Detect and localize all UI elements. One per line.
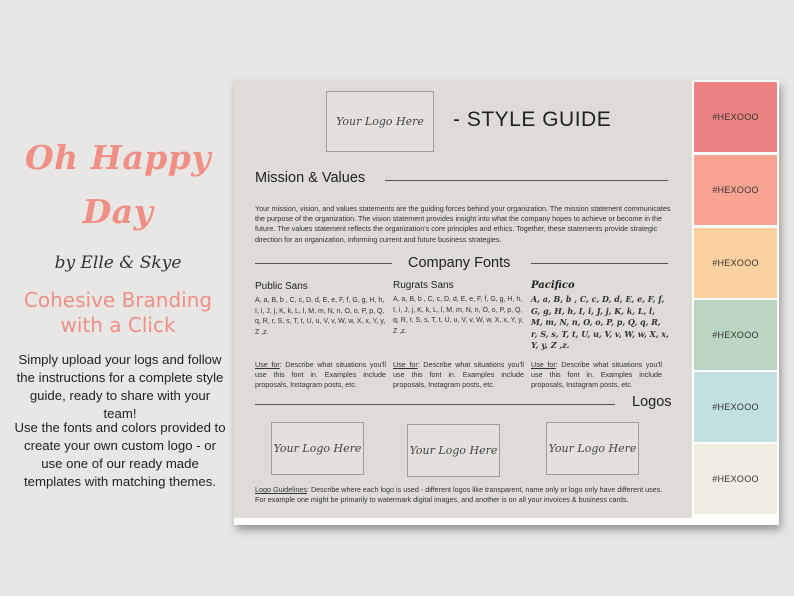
font-usage-rugrats-sans — [393, 360, 524, 390]
style-guide-sheet — [234, 80, 692, 518]
use-for-label: Use for — [255, 360, 280, 369]
use-for-text: : Describe what situations you'll use this font in. Examples include proposals, Instagram posts, etc. — [531, 360, 663, 389]
font-alphabet-rugrats-sans: A, a, B, b , C, c, D, d, E, e, F, f, G, g, H, h, I, i, J, j, K, k, L, l, M, m, N, n, O, o, P, p, Q, q, R, r, S, s, T, t, U, u, V, v, W, w, X, x, Y, y, Z ,z. — [393, 296, 524, 335]
swatch-hex-label: #HEXOOO — [712, 402, 759, 412]
logo-placeholder-text: Your Logo Here — [409, 444, 498, 457]
swatch-hex-label: #HEXOOO — [712, 112, 759, 122]
color-swatch-5[interactable] — [694, 372, 777, 442]
logo-guidelines-label: Logo Guidelines — [255, 485, 307, 494]
mission-text: Your mission, vision, and values statements are the guiding forces behind your organization. The mission statement communicates the purpose of the organization. The vision statement provides insight into what the company hopes to achieve or become in the future. The values statement reflects the organization's core principles and ethics. Together, these statements provide strategic direction for an organization, informing current and future business strategies. — [255, 204, 671, 244]
mission-divider — [385, 180, 668, 181]
use-for-label: Use for — [393, 360, 418, 369]
brand-title-line1: Oh Happy — [24, 138, 212, 177]
promo-paragraph-upload: Simply upload your logs and follow the instructions for a complete style guide, ready to share with your team! — [16, 352, 224, 421]
use-for-text: : Describe what situations you'll use this font in. Examples include proposals, Instagram posts, etc. — [393, 360, 525, 389]
logo-placeholder-text: Your Logo Here — [336, 115, 424, 128]
logo-guidelines — [255, 485, 675, 505]
logo-variant-3[interactable] — [546, 422, 639, 475]
style-guide-title: - STYLE GUIDE — [453, 108, 612, 131]
tagline-line1: Cohesive Branding — [23, 288, 213, 312]
fonts-divider-left — [255, 263, 392, 264]
font-name-pacifico: Pacifico — [531, 280, 575, 291]
logo-guidelines-text: : Describe where each logo is used - different logos like transparent, name only or logo only have different uses. For example one might be primarily to watermark digital images, and another is on all your invoices & business cards. — [255, 485, 663, 505]
color-swatch-2[interactable] — [694, 155, 777, 225]
color-swatch-6[interactable] — [694, 444, 777, 514]
brand-title-line2: Day — [82, 192, 154, 231]
use-for-text: : Describe what situations you'll use this font in. Examples include proposals, Instagram posts, etc. — [255, 360, 387, 389]
use-for-label: Use for — [531, 360, 556, 369]
logos-heading: Logos — [632, 394, 672, 410]
font-name-rugrats-sans: Rugrats Sans — [393, 280, 454, 291]
header-logo-placeholder[interactable] — [326, 91, 434, 152]
swatch-hex-label: #HEXOOO — [712, 258, 759, 268]
font-usage-pacifico — [531, 360, 662, 390]
swatch-hex-label: #HEXOOO — [712, 185, 759, 195]
logo-placeholder-text: Your Logo Here — [548, 442, 637, 455]
color-swatch-1[interactable] — [694, 82, 777, 152]
logo-variant-1[interactable] — [271, 422, 364, 475]
style-guide-card — [234, 80, 779, 525]
logo-variant-2[interactable] — [407, 424, 500, 477]
font-alphabet-pacifico: A, a, B, b , C, c, D, d, E, e, F, f, G, g, H, h, I, i, J, j, K, k, L, l, M, m, N, n, O, o, P, p, Q, q, R, r, S, s, T, t, U, u, V, v, W, w, X, x, Y, y, Z ,z. — [531, 294, 669, 351]
fonts-divider-right — [531, 263, 668, 264]
logos-divider — [255, 404, 615, 405]
swatch-hex-label: #HEXOOO — [712, 474, 759, 484]
promo-panel — [0, 0, 236, 596]
mission-heading: Mission & Values — [255, 170, 366, 186]
font-alphabet-public-sans: A, a, B, b , C, c, D, d, E, e, F, f, G, g, H, h, I, i, J, j, K, k, L, l, M, m, N, n, O, o, P, p, Q, q, R, r, S, s, T, t, U, u, V, v, W, w, X, x, Y, y, Z ,z. — [255, 297, 386, 336]
promo-paragraph-fonts: Use the fonts and colors provided to create your own custom logo - or use one of our ready made templates with matching themes. — [14, 420, 226, 489]
fonts-heading: Company Fonts — [408, 255, 511, 271]
tagline-line2: with a Click — [60, 313, 176, 337]
byline-signature: by Elle & Skye — [54, 253, 182, 273]
font-usage-public-sans — [255, 360, 386, 390]
swatch-hex-label: #HEXOOO — [712, 330, 759, 340]
logo-placeholder-text: Your Logo Here — [273, 442, 362, 455]
color-swatch-3[interactable] — [694, 228, 777, 298]
color-swatch-4[interactable] — [694, 300, 777, 370]
font-name-public-sans: Public Sans — [255, 281, 308, 292]
